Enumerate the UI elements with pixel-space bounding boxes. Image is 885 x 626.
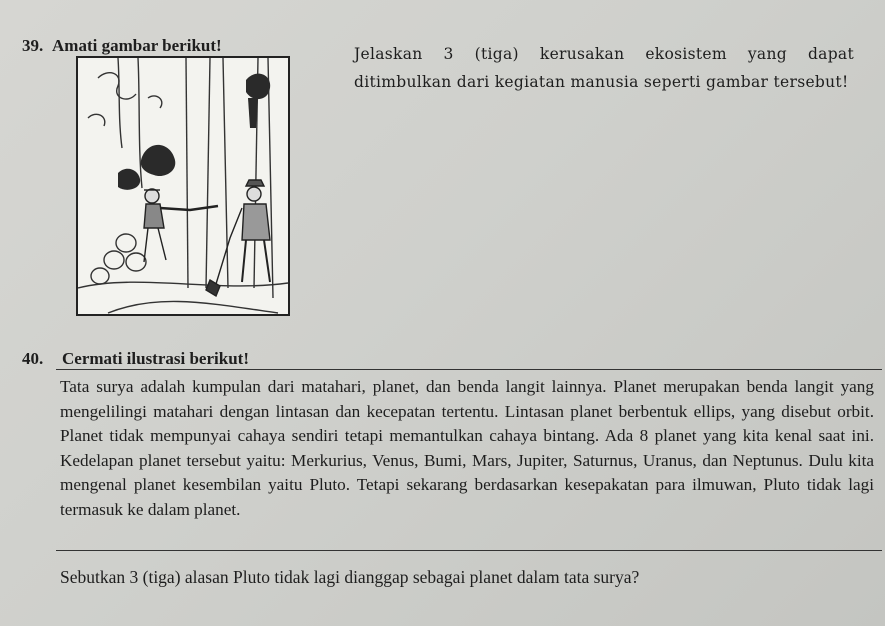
question-40-prompt: Sebutkan 3 (tiga) alasan Pluto tidak lagi dianggap sebagai planet dalam tata surya? — [60, 567, 640, 587]
deforestation-illustration — [76, 56, 290, 316]
question-39-heading: Amati gambar berikut! — [52, 36, 222, 55]
logging-scene-drawing — [78, 58, 288, 314]
question-40-passage-box — [56, 369, 882, 551]
question-40-passage: Tata surya adalah kumpulan dari matahari, planet, dan benda langit lainnya. Planet merupakan benda langit yang mengelilingi matahari dengan lintasan dan kecepatan tertentu. Lintasan planet berbentuk ellips, yang disebut orbit. Planet tidak mempunyai cahaya sendiri tetapi memantulkan cahaya bintang. Ada 8 planet yang kita kenal saat ini. Kedelapan planet tersebut yaitu: Merkurius, Venus, Bumi, Mars, Jupiter, Saturnus, Uranus, dan Neptunus. Dulu kita mengenal planet kesembilan yaitu Pluto. Tetapi sekarang berdasarkan kesepakatan para ilmuwan, Pluto tidak lagi termasuk ke dalam planet. — [60, 377, 874, 519]
question-40-number: 40. — [22, 349, 44, 368]
question-40-heading: Cermati ilustrasi berikut! — [62, 349, 249, 368]
question-39-instruction: Jelaskan 3 (tiga) kerusakan ekosistem yang dapat ditimbulkan dari kegiatan manusia seperti gambar tersebut! — [354, 45, 854, 91]
question-39-number: 39. — [22, 36, 44, 55]
